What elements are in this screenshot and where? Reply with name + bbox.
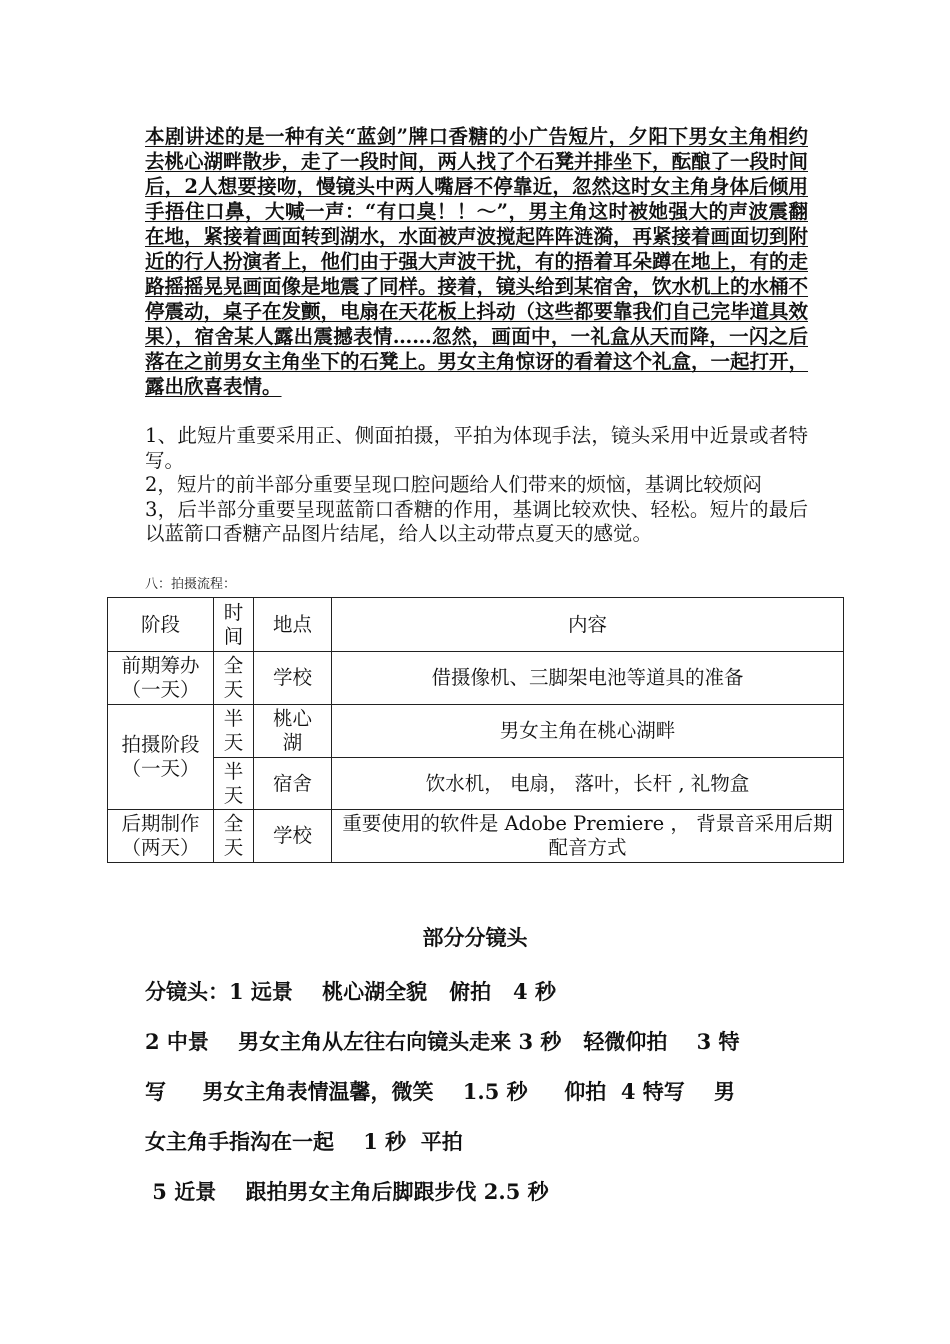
shooting-notes xyxy=(145,424,808,547)
cell-content: 男女主角在桃心湖畔 xyxy=(332,705,844,758)
table-row xyxy=(108,758,844,810)
cell-time xyxy=(214,810,254,863)
stage-text: 拍摄阶段（一天） xyxy=(121,733,200,780)
place-text: 桃心湖 xyxy=(273,707,313,754)
cell-time xyxy=(214,758,254,810)
note-3: 3，后半部分重要呈现蓝箭口香糖的作用，基调比较欢快、轻松。短片的最后以蓝箭口香糖产品图片结尾，给人以主动带点夏天的感觉。 xyxy=(145,497,808,545)
stage-text: 后期制作（两天） xyxy=(121,812,200,859)
time-text: 半天 xyxy=(223,759,244,807)
stage-text: 前期筹办（一天） xyxy=(121,654,200,701)
header-stage: 阶段 xyxy=(108,598,214,652)
cell-content: 重要使用的软件是 Adobe Premiere ， 背景音采用后期配音方式 xyxy=(332,810,844,863)
shots-title: 部分分镜头 xyxy=(422,925,528,950)
table-header-row xyxy=(108,598,844,652)
cell-content: 饮水机， 电扇， 落叶，长杆 , 礼物盒 xyxy=(332,758,844,810)
section-caption: 八：拍摄流程： xyxy=(145,577,237,592)
note-2: 2，短片的前半部分重要呈现口腔问题给人们带来的烦恼，基调比较烦闷 xyxy=(145,473,762,496)
shooting-flow-table xyxy=(107,597,844,863)
time-text: 半天 xyxy=(223,707,244,754)
cell-stage xyxy=(108,652,214,705)
table-row xyxy=(108,652,844,705)
table-row xyxy=(108,705,844,758)
table-row xyxy=(108,810,844,863)
cell-stage xyxy=(108,705,214,810)
shot-line: 写 男女主角表情温馨，微笑 1.5 秒 仰拍 4 特写 男 xyxy=(145,1079,735,1104)
cell-content: 借摄像机、三脚架电池等道具的准备 xyxy=(332,652,844,705)
cell-stage xyxy=(108,810,214,863)
header-time-text: 时间 xyxy=(223,600,244,648)
note-1: 1、此短片重要采用正、侧面拍摄，平拍为体现手法，镜头采用中近景或者特写。 xyxy=(145,424,808,472)
shot-line: 女主角手指沟在一起 1 秒 平拍 xyxy=(145,1129,463,1154)
shot-line: 5 近景 跟拍男女主角后脚跟步伐 2.5 秒 xyxy=(145,1179,549,1204)
shot-list xyxy=(145,967,810,1217)
intro-paragraph: 本剧讲述的是一种有关“蓝剑”牌口香糖的小广告短片，夕阳下男女主角相约去桃心湖畔散步，走了一段时间，两人找了个石凳并排坐下，酝酿了一段时间后，2人想要接吻，慢镜头中两人嘴唇不停靠近，忽然这时女主角身体后倾用手捂住口鼻，大喊一声：“有口臭！！～”，男主角这时被她强大的声波震翻在地，紧接着画面转到湖水，水面被声波搅起阵阵涟漪，再紧接着画面切到附近的行人扮演者上，他们由于强大声波干扰，有的捂着耳朵蹲在地上，有的走路摇摇晃晃画面像是地震了同样。接着，镜头给到某宿舍，饮水机上的水桶不停震动，桌子在发颤，电扇在天花板上抖动（这些都要靠我们自己完毕道具效果），宿舍某人露出震撼表情……忽然，画面中，一礼盒从天而降，一闪之后落在之前男女主角坐下的石凳上。男女主角惊讶的看着这个礼盒，一起打开，露出欣喜表情。 xyxy=(145,125,809,398)
time-text: 全天 xyxy=(223,812,244,859)
cell-time xyxy=(214,705,254,758)
shot-line: 2 中景 男女主角从左往右向镜头走来 3 秒 轻微仰拍 3 特 xyxy=(145,1029,740,1054)
cell-place: 学校 xyxy=(254,652,332,705)
header-time xyxy=(214,598,254,652)
cell-place: 学校 xyxy=(254,810,332,863)
cell-place xyxy=(254,705,332,758)
cell-place: 宿舍 xyxy=(254,758,332,810)
header-content: 内容 xyxy=(332,598,844,652)
header-place: 地点 xyxy=(254,598,332,652)
time-text: 全天 xyxy=(223,654,244,701)
cell-time xyxy=(214,652,254,705)
shot-line: 分镜头：1 远景 桃心湖全貌 俯拍 4 秒 xyxy=(145,979,556,1004)
